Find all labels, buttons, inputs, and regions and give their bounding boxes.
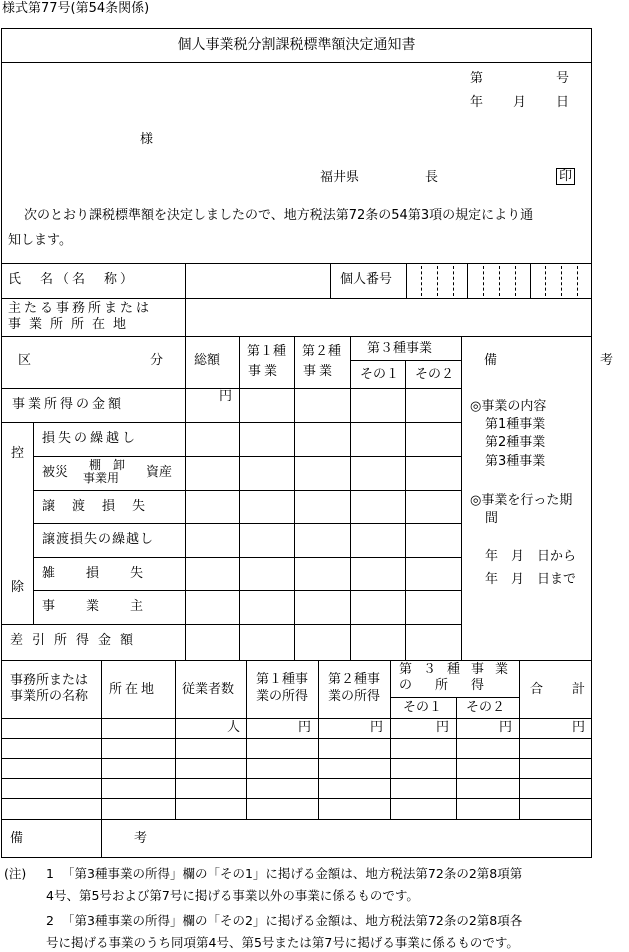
col-header-type1-a: 第１種 <box>247 344 287 359</box>
unit-person: 人 <box>227 720 241 735</box>
col-header-type3: 第３種事業 <box>367 341 433 356</box>
col-income3-2: その２ <box>466 700 506 715</box>
name-label: 氏 名（名 称） <box>8 272 137 287</box>
row-transfer-loss: 譲渡損失 <box>42 499 163 514</box>
col-header-total: 総額 <box>194 353 221 368</box>
col-header-type2-b: 事業 <box>303 364 336 379</box>
remarks-period-title-2: 間 <box>485 511 499 526</box>
note-1-line2: 4号、第5号および第7号に掲げる事業以外の事業に係るものです。 <box>46 888 419 903</box>
issuer-prefecture: 福井県 <box>320 170 360 185</box>
day-label: 日 <box>556 95 570 110</box>
col-total: 合 計 <box>530 682 594 697</box>
row-business-owner: 事業主 <box>42 599 175 614</box>
col-header-type2-a: 第２種 <box>302 344 342 359</box>
deduction-label-top: 控 <box>11 446 25 461</box>
remarks-period-from: 年 月 日から <box>485 549 577 564</box>
year-label: 年 <box>470 95 484 110</box>
col-office-name-1: 事務所または <box>10 673 89 688</box>
remarks-item-1: 第1種事業 <box>485 417 546 432</box>
row-disaster-c: 事業用 <box>83 471 120 485</box>
col-header-type3-1: その１ <box>360 367 400 382</box>
official-seal-mark: 印 <box>556 168 575 185</box>
note-2-line2: 号に掲げる事業のうち同項第4号、第5号または第7号に掲げる事業に係るものです。 <box>46 935 519 950</box>
deduction-label-bottom: 除 <box>11 580 25 595</box>
row-loss-carryover: 損失の繰越し <box>42 431 139 446</box>
form-number: 様式第77号(第54条関係) <box>2 1 150 16</box>
name-input[interactable] <box>186 264 329 297</box>
unit-yen-5: 円 <box>572 720 586 735</box>
col-income2-a: 第２種事 <box>328 672 381 687</box>
unit-yen-2: 円 <box>370 720 384 735</box>
office-label-line2: 事業所所在地 <box>8 317 135 332</box>
intro-text-line1: 次のとおり課税標準額を決定しましたので、地方税法第72条の54第3項の規定により通 <box>24 208 534 223</box>
unit-yen-3: 円 <box>436 720 450 735</box>
yen-unit: 円 <box>219 389 233 404</box>
col-office-name-2: 事業所の名称 <box>10 689 89 704</box>
col-header-type1-b: 事業 <box>248 364 281 379</box>
col-income3-a: 第３種事業 <box>399 662 520 677</box>
recipient-honorific: 様 <box>140 132 154 147</box>
number-suffix: 号 <box>556 71 570 86</box>
col-header-type3-2: その２ <box>415 367 455 382</box>
row-disaster-a: 被災 <box>42 465 69 480</box>
col-header-kubun: 区 分 <box>18 353 173 368</box>
remarks-content-title: ◎事業の内容 <box>470 399 547 414</box>
remarks-item-3: 第3種事業 <box>485 454 546 469</box>
number-label: 第 <box>470 71 484 86</box>
row-net-income: 差引所得金額 <box>10 633 143 648</box>
col-employees: 従業者数 <box>182 682 235 697</box>
row-business-income: 事業所得の金額 <box>12 397 125 412</box>
month-label: 月 <box>513 95 527 110</box>
remarks-period-to: 年 月 日まで <box>485 572 577 587</box>
notes-prefix: (注) <box>4 866 27 881</box>
issuer-chief: 長 <box>425 170 439 185</box>
row-transfer-loss-carryover: 譲渡損失の繰越し <box>42 532 155 547</box>
unit-yen-4: 円 <box>499 720 513 735</box>
col-income1-a: 第１種事 <box>256 672 309 687</box>
col-income1-b: 業の所得 <box>256 689 309 704</box>
table2-remarks-label: 備 考 <box>10 831 166 846</box>
document-title: 個人事業税分割課税標準額決定通知書 <box>177 37 416 53</box>
unit-yen-1: 円 <box>298 720 312 735</box>
col-income3-1: その１ <box>403 700 443 715</box>
row-disaster-d: 資産 <box>146 465 173 480</box>
col-location: 所在地 <box>109 682 158 697</box>
col-income3-b: の 所 得 <box>399 678 490 693</box>
personal-number-label: 個人番号 <box>340 272 393 287</box>
note-2-number: 2 <box>46 913 54 928</box>
col-header-remarks: 備 考 <box>484 353 629 368</box>
remarks-item-2: 第2種事業 <box>485 435 546 450</box>
remarks-input[interactable] <box>102 820 591 857</box>
intro-text-line2: 知します。 <box>8 233 72 248</box>
office-address-input[interactable] <box>186 299 591 336</box>
remarks-period-title: ◎事業を行った期 <box>470 493 573 508</box>
note-2-line1: 「第3種事業の所得」欄の「その2」に掲げる金額は、地方税法第72条の2第8項各 <box>62 913 523 928</box>
note-1-number: 1 <box>46 866 54 881</box>
office-label-line1: 主たる事務所または <box>8 301 153 316</box>
note-1-line1: 「第3種事業の所得」欄の「その1」に掲げる金額は、地方税法第72条の2第8項第 <box>62 866 523 881</box>
row-misc-loss: 雑損失 <box>42 566 175 581</box>
row-disaster-b: 棚 卸 <box>89 458 126 472</box>
personal-number-input[interactable] <box>407 264 591 297</box>
col-income2-b: 業の所得 <box>328 689 381 704</box>
